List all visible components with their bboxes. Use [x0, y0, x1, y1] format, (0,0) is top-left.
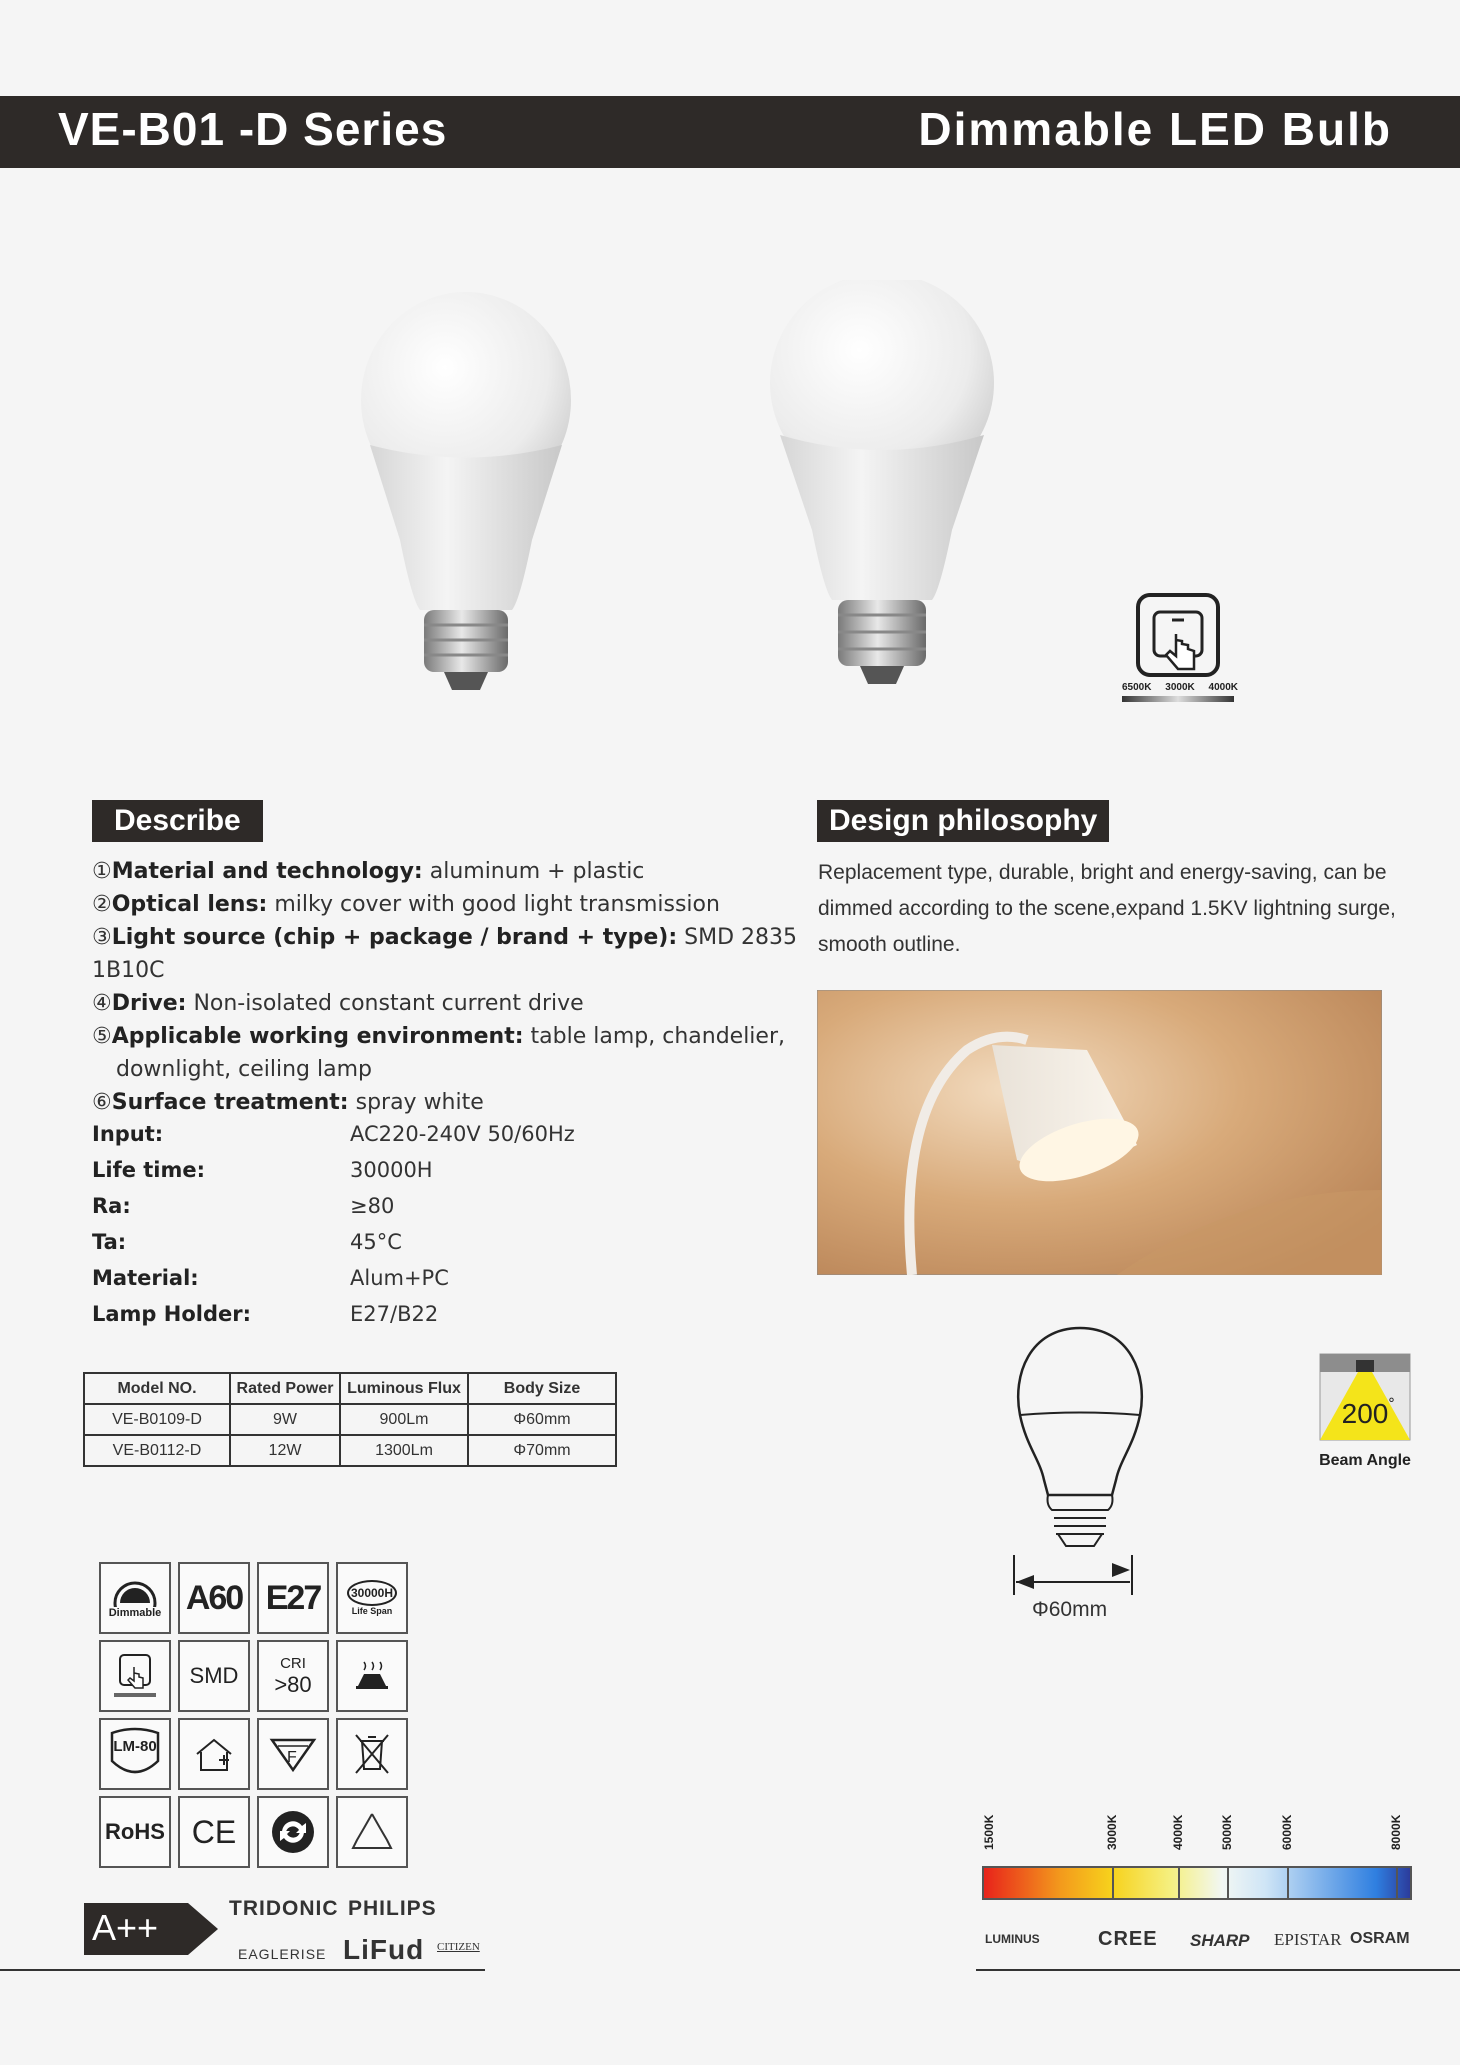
cct-tick-label: 5000K	[1220, 1814, 1234, 1850]
degree-symbol-icon: °	[1388, 1396, 1395, 1412]
beam-angle-badge	[1318, 1352, 1412, 1470]
spec-row: Input: AC220-240V 50/60Hz	[92, 1122, 575, 1146]
spec-row: Life time: 30000H	[92, 1158, 433, 1182]
brand-osram: OSRAM	[1350, 1930, 1410, 1947]
describe-item: ⑤Applicable working environment: table lamp, chandelier,	[92, 1024, 785, 1049]
ce-icon: CE	[178, 1796, 250, 1868]
rohs-icon: RoHS	[99, 1796, 171, 1868]
brand-lifud: LiFud	[343, 1934, 425, 1965]
describe-item-cont: downlight, ceiling lamp	[116, 1057, 372, 1082]
product-bulbs-photo	[340, 280, 1060, 720]
footer-rule-right	[976, 1969, 1460, 1971]
table-row: VE-B0109-D 9W 900Lm Φ60mm	[84, 1404, 616, 1435]
table-header-row: Model NO. Rated Power Luminous Flux Body Size	[84, 1373, 616, 1404]
green-dot-icon	[257, 1796, 329, 1868]
cct-ticks	[982, 1814, 1412, 1866]
cct-tick-label: 3000K	[1105, 1814, 1119, 1850]
beam-angle-label: Beam Angle	[1319, 1452, 1411, 1469]
temp-gradient-bar	[1122, 696, 1234, 702]
brand-cree: CREE	[1098, 1928, 1158, 1950]
dimension-label: Φ60mm	[1032, 1598, 1108, 1621]
cct-tick-label: 8000K	[1389, 1814, 1403, 1850]
cri-icon: CRI >80	[257, 1640, 329, 1712]
spec-list	[92, 1116, 575, 1332]
energy-rating-text: A++	[92, 1907, 159, 1948]
bulb-outline-diagram	[1000, 1320, 1160, 1620]
describe-item: ②Optical lens: milky cover with good light transmission	[92, 892, 720, 917]
table-row: VE-B0112-D 12W 1300Lm Φ70mm	[84, 1435, 616, 1466]
f-mark-icon	[257, 1718, 329, 1790]
spec-row: Lamp Holder: E27/B22	[92, 1302, 439, 1326]
dimmable-icon: Dimmable	[99, 1562, 171, 1634]
product-title: Dimmable LED Bulb	[918, 103, 1392, 155]
cct-gradient-bar	[982, 1866, 1412, 1900]
describe-item: ③Light source (chip + package / brand + type): SMD 2835 1B10C	[92, 925, 798, 983]
cct-tick-label: 1500K	[982, 1814, 996, 1850]
svg-text:F: F	[287, 1749, 297, 1766]
temp-label-1: 6500K	[1122, 682, 1152, 693]
a60-icon: A60	[178, 1562, 250, 1634]
brand-philips: PHILIPS	[348, 1897, 437, 1920]
describe-list	[92, 855, 812, 1119]
brand-tridonic: TRIDONIC	[229, 1897, 339, 1920]
weee-bin-icon	[336, 1718, 408, 1790]
lm80-icon: LM-80	[99, 1718, 171, 1790]
brand-eaglerise: EAGLERISE	[238, 1946, 327, 1962]
philosophy-text: Replacement type, durable, bright and energy-saving, can be dimmed according to the scene,expand 1.5KV lightning surge, smooth outline.	[818, 861, 1396, 956]
describe-item: ④Drive: Non-isolated constant current drive	[92, 991, 584, 1016]
describe-item: ①Material and technology: aluminum + plastic	[92, 859, 645, 884]
series-title: VE-B01 -D Series	[58, 103, 448, 155]
temp-label-2: 3000K	[1165, 682, 1195, 693]
temp-label-3: 4000K	[1208, 682, 1238, 693]
lamp-scene-photo	[817, 990, 1382, 1275]
brand-citizen: CITIZEN	[437, 1941, 480, 1953]
dimmable-switch-badge	[1120, 590, 1240, 705]
energy-rating-badge	[84, 1903, 220, 1959]
bulb-9w	[361, 292, 571, 690]
beam-angle-value: 200	[1341, 1398, 1389, 1429]
brand-luminus: LUMINUS	[985, 1932, 1040, 1946]
brand-sharp: SHARP	[1190, 1931, 1250, 1950]
philosophy-title: Design philosophy	[817, 800, 1109, 842]
spec-row: Ta: 45°C	[92, 1230, 402, 1254]
recycle-icon	[336, 1796, 408, 1868]
spec-row: Ra: ≥80	[92, 1194, 395, 1218]
smd-icon: SMD	[178, 1640, 250, 1712]
bulb-12w	[770, 280, 994, 684]
dim-switch-icon	[99, 1640, 171, 1712]
footer-rule-left	[0, 1969, 485, 1971]
heat-dissipation-icon	[336, 1640, 408, 1712]
switch-hand-icon	[1120, 590, 1240, 680]
e27-icon: E27	[257, 1562, 329, 1634]
lifespan-icon: 30000H Life Span	[336, 1562, 408, 1634]
cct-tick-label: 4000K	[1171, 1814, 1185, 1850]
model-table	[83, 1372, 617, 1467]
cct-tick-label: 6000K	[1280, 1814, 1294, 1850]
describe-title: Describe	[92, 800, 263, 842]
header-bar	[0, 96, 1460, 168]
brand-epistar: EPISTAR	[1274, 1930, 1342, 1949]
spec-row: Material: Alum+PC	[92, 1266, 449, 1290]
indoor-use-icon	[178, 1718, 250, 1790]
describe-item: ⑥Surface treatment: spray white	[92, 1090, 484, 1115]
